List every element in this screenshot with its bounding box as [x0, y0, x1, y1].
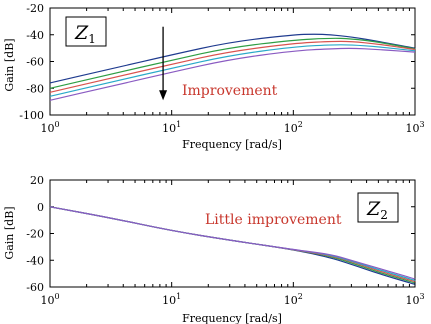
z2-annotation: Little improvement [205, 212, 342, 228]
z2-label-box [358, 193, 398, 222]
z2-xlabel: Frequency [rad/s] [182, 312, 282, 324]
z1-ytick-label: -80 [26, 82, 44, 96]
z2-xtick-label: $10^0$ [40, 292, 60, 307]
z1-xtick-label: $10^0$ [40, 120, 60, 135]
z2-xtick-label: $10^1$ [162, 292, 182, 307]
z2-ytick-label: -60 [26, 281, 44, 294]
z2-ytick-label: 20 [30, 174, 44, 187]
z1-ylabel: Gain [dB] [3, 38, 16, 92]
z2-ylabel: Gain [dB] [3, 206, 16, 260]
z1-ytick-label: -40 [26, 28, 44, 42]
z1-gain-panel [3, 2, 425, 151]
z2-label-sub: 2 [380, 208, 388, 222]
z2-label-main: Z [367, 198, 381, 220]
z2-ytick-label: 0 [37, 200, 44, 214]
z1-label-main: Z [75, 22, 89, 44]
z1-improvement-arrow-head [159, 90, 167, 100]
z1-annotation: Improvement [182, 83, 278, 99]
z2-gain-panel [3, 174, 425, 324]
z1-label-box [66, 17, 106, 46]
z1-xtick-label: $10^2$ [283, 120, 303, 135]
z1-ytick-label: -60 [26, 55, 44, 69]
z2-xtick-label: $10^3$ [405, 292, 425, 307]
z1-label-sub: 1 [88, 32, 96, 46]
z1-xtick-label: $10^1$ [162, 120, 182, 135]
z2-ytick-label: -40 [26, 254, 44, 268]
z1-xlabel: Frequency [rad/s] [182, 138, 282, 151]
z2-xtick-label: $10^2$ [283, 292, 303, 307]
z2-ytick-label: -20 [26, 227, 44, 241]
z1-ytick-label: -20 [26, 2, 44, 15]
z1-ytick-label: -100 [19, 109, 44, 122]
z1-xtick-label: $10^3$ [405, 120, 425, 135]
